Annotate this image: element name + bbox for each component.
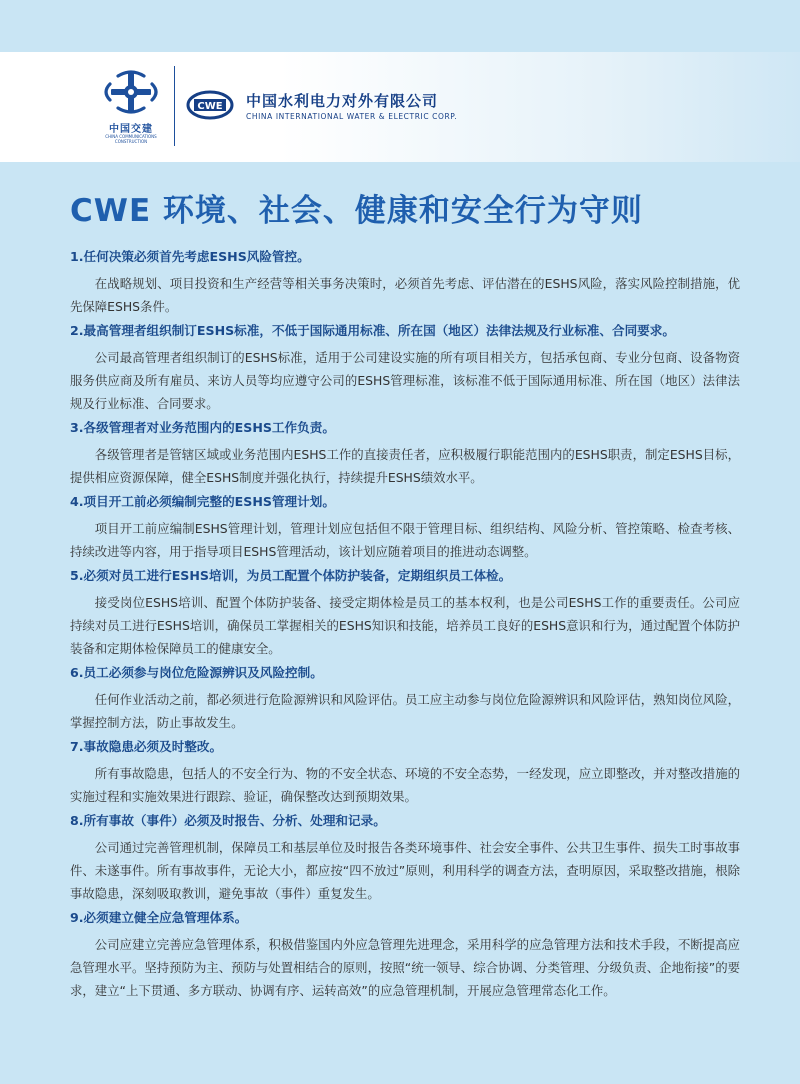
document-title: CWE 环境、社会、健康和安全行为守则 — [70, 193, 643, 229]
section-body: 项目开工前应编制ESHS管理计划，管理计划应包括但不限于管理目标、组织结构、风险分析、管控策略、检查考核、持续改进等内容，用于指导项目ESHS管理活动，该计划应随着项目的推进动态调整。 — [70, 521, 740, 559]
section-heading: 1.任何决策必须首先考虑ESHS风险管控。 — [70, 249, 310, 264]
section-heading: 3.各级管理者对业务范围内的ESHS工作负责。 — [70, 420, 335, 435]
cccc-emblem-icon — [100, 66, 162, 118]
section-8 — [70, 811, 740, 905]
section-9 — [70, 908, 740, 1002]
section-heading: 9.必须建立健全应急管理体系。 — [70, 910, 248, 925]
section-3 — [70, 418, 740, 489]
section-heading: 2.最高管理者组织制订ESHS标准，不低于国际通用标准、所在国（地区）法律法规及行业标准、合同要求。 — [70, 323, 675, 338]
section-body: 所有事故隐患，包括人的不安全行为、物的不安全状态、环境的不安全态势，一经发现，应立即整改，并对整改措施的实施过程和实施效果进行跟踪、验证，确保整改达到预期效果。 — [70, 766, 740, 804]
section-body: 接受岗位ESHS培训、配置个体防护装备、接受定期体检是员工的基本权利，也是公司ESHS工作的重要责任。公司应持续对员工进行ESHS培训，确保员工掌握相关的ESHS知识和技能，培养员工良好的ESHS意识和行为，通过配置个体防护装备和定期体检保障员工的健康安全。 — [70, 595, 740, 656]
section-body: 公司最高管理者组织制订的ESHS标准，适用于公司建设实施的所有项目相关方，包括承包商、专业分包商、设备物资服务供应商及所有雇员、来访人员等均应遵守公司的ESHS管理标准，该标准不低于国际通用标准、所在国（地区）法律法规及行业标准、合同要求。 — [70, 350, 740, 411]
cwe-name-en: CHINA INTERNATIONAL WATER & ELECTRIC CORP. — [246, 112, 458, 121]
section-heading: 6.员工必须参与岗位危险源辨识及风险控制。 — [70, 665, 323, 680]
header-banner — [0, 52, 800, 162]
section-7 — [70, 737, 740, 808]
cccc-name-en: CHINA COMMUNICATIONS CONSTRUCTION — [105, 134, 157, 144]
svg-text:CWE: CWE — [197, 101, 223, 112]
cwe-name-cn: 中国水利电力对外有限公司 — [246, 92, 439, 110]
section-heading: 5.必须对员工进行ESHS培训，为员工配置个体防护装备，定期组织员工体检。 — [70, 568, 512, 583]
section-4 — [70, 492, 740, 563]
section-heading: 8.所有事故（事件）必须及时报告、分析、处理和记录。 — [70, 813, 386, 828]
section-body: 各级管理者是管辖区域或业务范围内ESHS工作的直接责任者，应积极履行职能范围内的ESHS职责，制定ESHS目标，提供相应资源保障，健全ESHS制度并强化执行，持续提升ESHS绩效水平。 — [70, 447, 740, 485]
section-body: 公司应建立完善应急管理体系，积极借鉴国内外应急管理先进理念，采用科学的应急管理方法和技术手段，不断提高应急管理水平。坚持预防为主、预防与处置相结合的原则，按照“统一领导、综合协调、分类管理、分级负责、企地衔接”的要求，建立“上下贯通、多方联动、协调有序、运转高效”的应急管理机制，开展应急管理常态化工作。 — [70, 937, 740, 998]
code-of-conduct-list — [70, 247, 740, 1005]
cwe-emblem-icon — [186, 90, 234, 120]
section-heading: 7.事故隐患必须及时整改。 — [70, 739, 223, 754]
logo-divider — [174, 66, 175, 146]
section-body: 任何作业活动之前，都必须进行危险源辨识和风险评估。员工应主动参与岗位危险源辨识和风险评估，熟知岗位风险，掌握控制方法，防止事故发生。 — [70, 692, 740, 730]
cccc-name-cn: 中国交建 — [109, 124, 153, 135]
section-heading: 4.项目开工前必须编制完整的ESHS管理计划。 — [70, 494, 335, 509]
section-6 — [70, 663, 740, 734]
section-body: 公司通过完善管理机制，保障员工和基层单位及时报告各类环境事件、社会安全事件、公共卫生事件、损失工时事故事件、未遂事件。所有事故事件，无论大小，都应按“四不放过”原则，利用科学的调查方法，查明原因，采取整改措施，根除事故隐患，深刻吸取教训，避免事故（事件）重复发生。 — [70, 840, 740, 901]
section-body: 在战略规划、项目投资和生产经营等相关事务决策时，必须首先考虑、评估潜在的ESHS风险，落实风险控制措施，优先保障ESHS条件。 — [70, 276, 740, 314]
cccc-logo — [100, 66, 162, 146]
section-5 — [70, 566, 740, 660]
section-2 — [70, 321, 740, 415]
section-1 — [70, 247, 740, 318]
